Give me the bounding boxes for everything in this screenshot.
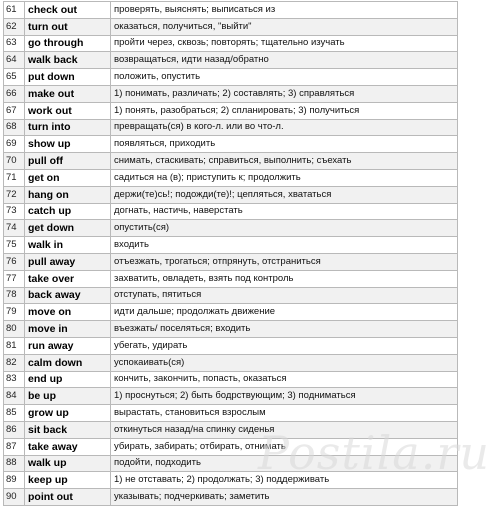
- translation: оказаться, получиться, "выйти": [111, 18, 458, 35]
- phrasal-verb: work out: [25, 102, 111, 119]
- phrasal-verb: be up: [25, 388, 111, 405]
- phrasal-verb: pull off: [25, 153, 111, 170]
- translation: убегать, удирать: [111, 337, 458, 354]
- phrasal-verb: move on: [25, 304, 111, 321]
- table-body: [4, 2, 458, 506]
- table-row: [4, 69, 458, 86]
- translation: опустить(ся): [111, 220, 458, 237]
- phrasal-verb: put down: [25, 69, 111, 86]
- table-row: [4, 119, 458, 136]
- table-row: [4, 354, 458, 371]
- watermark-text: Postila.ru: [258, 426, 490, 480]
- translation: захватить, овладеть, взять под контроль: [111, 270, 458, 287]
- translation: садиться на (в); приступить к; продолжить: [111, 169, 458, 186]
- table-row: [4, 237, 458, 254]
- translation: держи(те)сь!; подожди(те)!; цепляться, хвататься: [111, 186, 458, 203]
- phrasal-verb: run away: [25, 337, 111, 354]
- phrasal-verbs-table: [3, 1, 458, 506]
- translation: 1) понимать, различать; 2) составлять; 3) справляться: [111, 85, 458, 102]
- translation: появляться, приходить: [111, 136, 458, 153]
- table-row: [4, 321, 458, 338]
- row-number: 75: [4, 237, 25, 254]
- table-row: [4, 169, 458, 186]
- phrasal-verb: take away: [25, 438, 111, 455]
- row-number: 66: [4, 85, 25, 102]
- table-row: [4, 203, 458, 220]
- translation: указывать; подчеркивать; заметить: [111, 489, 458, 506]
- row-number: 68: [4, 119, 25, 136]
- row-number: 77: [4, 270, 25, 287]
- row-number: 70: [4, 153, 25, 170]
- phrasal-verb: calm down: [25, 354, 111, 371]
- translation: успокаивать(ся): [111, 354, 458, 371]
- row-number: 62: [4, 18, 25, 35]
- table-row: [4, 388, 458, 405]
- row-number: 69: [4, 136, 25, 153]
- phrasal-verb: hang on: [25, 186, 111, 203]
- row-number: 85: [4, 405, 25, 422]
- table-row: [4, 270, 458, 287]
- phrasal-verb: sit back: [25, 421, 111, 438]
- translation: возвращаться, идти назад/обратно: [111, 52, 458, 69]
- table-row: [4, 102, 458, 119]
- translation: идти дальше; продолжать движение: [111, 304, 458, 321]
- translation: отступать, пятиться: [111, 287, 458, 304]
- row-number: 64: [4, 52, 25, 69]
- table-row: [4, 489, 458, 506]
- table-row: [4, 136, 458, 153]
- phrasal-verb: pull away: [25, 253, 111, 270]
- translation: входить: [111, 237, 458, 254]
- table-row: [4, 405, 458, 422]
- row-number: 84: [4, 388, 25, 405]
- translation: снимать, стаскивать; справиться, выполнить; съехать: [111, 153, 458, 170]
- phrasal-verb: catch up: [25, 203, 111, 220]
- translation: положить, опустить: [111, 69, 458, 86]
- translation: вырастать, становиться взрослым: [111, 405, 458, 422]
- translation: пройти через, сквозь; повторять; тщательно изучать: [111, 35, 458, 52]
- phrasal-verb: go through: [25, 35, 111, 52]
- table-row: [4, 85, 458, 102]
- phrasal-verb: walk up: [25, 455, 111, 472]
- phrasal-verb: point out: [25, 489, 111, 506]
- phrasal-verb: make out: [25, 85, 111, 102]
- row-number: 82: [4, 354, 25, 371]
- row-number: 86: [4, 421, 25, 438]
- phrasal-verb: show up: [25, 136, 111, 153]
- translation: откинуться назад/на спинку сиденья: [111, 421, 458, 438]
- row-number: 74: [4, 220, 25, 237]
- phrasal-verb: turn into: [25, 119, 111, 136]
- translation: 1) не отставать; 2) продолжать; 3) поддерживать: [111, 472, 458, 489]
- row-number: 61: [4, 2, 25, 19]
- table-row: [4, 455, 458, 472]
- translation: 1) понять, разобраться; 2) спланировать; 3) получиться: [111, 102, 458, 119]
- table-row: [4, 472, 458, 489]
- translation: проверять, выяснять; выписаться из: [111, 2, 458, 19]
- translation: отъезжать, трогаться; отпрянуть, отстраниться: [111, 253, 458, 270]
- table-row: [4, 438, 458, 455]
- table-row: [4, 337, 458, 354]
- row-number: 90: [4, 489, 25, 506]
- row-number: 79: [4, 304, 25, 321]
- translation: кончить, закончить, попасть, оказаться: [111, 371, 458, 388]
- table-row: [4, 287, 458, 304]
- phrasal-verb: keep up: [25, 472, 111, 489]
- row-number: 81: [4, 337, 25, 354]
- phrasal-verb: get down: [25, 220, 111, 237]
- table-row: [4, 35, 458, 52]
- table-row: [4, 371, 458, 388]
- row-number: 89: [4, 472, 25, 489]
- row-number: 78: [4, 287, 25, 304]
- table-row: [4, 220, 458, 237]
- translation: въезжать/ поселяться; входить: [111, 321, 458, 338]
- row-number: 63: [4, 35, 25, 52]
- phrasal-verb: walk in: [25, 237, 111, 254]
- row-number: 87: [4, 438, 25, 455]
- table-row: [4, 153, 458, 170]
- table-row: [4, 186, 458, 203]
- row-number: 80: [4, 321, 25, 338]
- translation: подойти, подходить: [111, 455, 458, 472]
- table-row: [4, 2, 458, 19]
- row-number: 67: [4, 102, 25, 119]
- phrasal-verb: check out: [25, 2, 111, 19]
- translation: 1) проснуться; 2) быть бодрствующим; 3) подниматься: [111, 388, 458, 405]
- phrasal-verb: move in: [25, 321, 111, 338]
- translation: убирать, забирать; отбирать, отнимать: [111, 438, 458, 455]
- phrasal-verb: take over: [25, 270, 111, 287]
- phrasal-verb: get on: [25, 169, 111, 186]
- row-number: 65: [4, 69, 25, 86]
- table-row: [4, 18, 458, 35]
- phrasal-verb: back away: [25, 287, 111, 304]
- phrasal-verb: grow up: [25, 405, 111, 422]
- row-number: 88: [4, 455, 25, 472]
- phrasal-verb: turn out: [25, 18, 111, 35]
- phrasal-verb: end up: [25, 371, 111, 388]
- phrasal-verb: walk back: [25, 52, 111, 69]
- table-row: [4, 304, 458, 321]
- row-number: 71: [4, 169, 25, 186]
- table-row: [4, 52, 458, 69]
- row-number: 72: [4, 186, 25, 203]
- row-number: 83: [4, 371, 25, 388]
- row-number: 73: [4, 203, 25, 220]
- table-row: [4, 253, 458, 270]
- translation: превращать(ся) в кого-л. или во что-л.: [111, 119, 458, 136]
- translation: догнать, настичь, наверстать: [111, 203, 458, 220]
- table-row: [4, 421, 458, 438]
- row-number: 76: [4, 253, 25, 270]
